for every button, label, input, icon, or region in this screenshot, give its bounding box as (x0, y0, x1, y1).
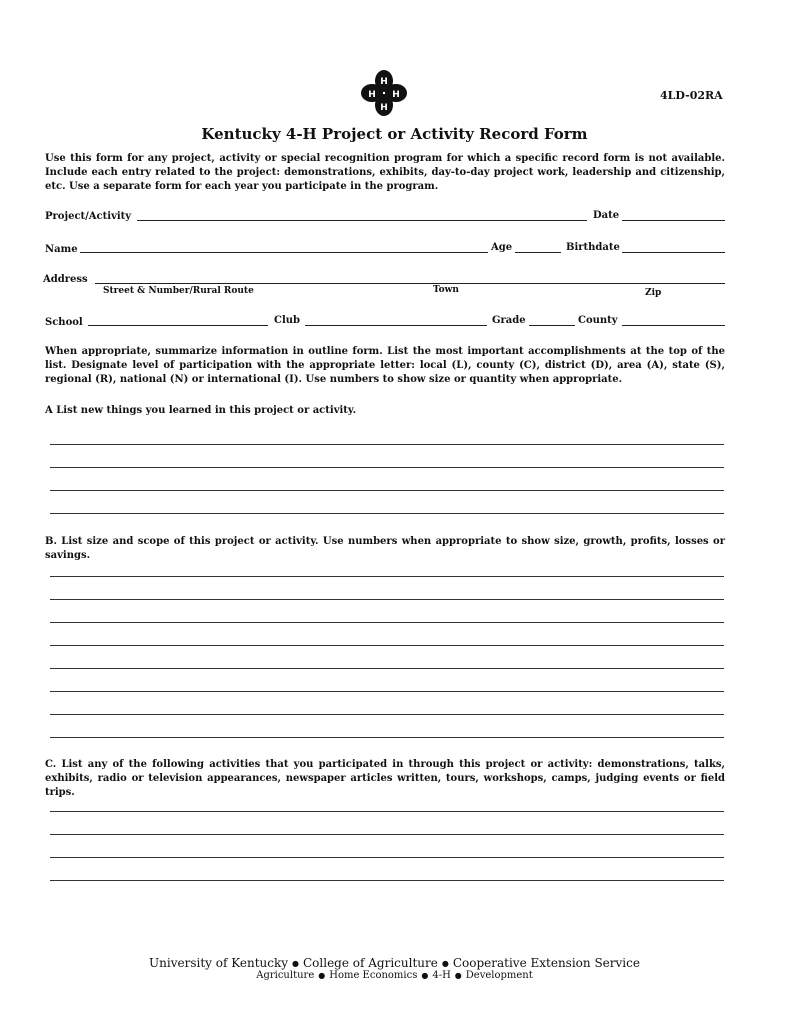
address-label: Address (43, 274, 88, 285)
section-b-line[interactable] (50, 576, 724, 577)
age-label: Age (491, 242, 513, 253)
section-b-line[interactable] (50, 599, 724, 600)
date-label: Date (593, 210, 620, 221)
section-a-line[interactable] (50, 467, 724, 468)
county-field[interactable] (622, 325, 725, 326)
footer-institution: University of Kentucky ● College of Agriculture ● Cooperative Extension Service (149, 956, 640, 970)
project-activity-label: Project/Activity (45, 211, 132, 222)
section-c-heading: C. List any of the following activities that you participated in through this project or activity: demonstrations, talks, exhibits, radio or television appearances, newspaper articles written, tours, workshops, camps, judging events or field trips. (45, 759, 725, 798)
section-b-heading: B. List size and scope of this project or activity. Use numbers when appropriate to show size, growth, profits, losses or savings. (45, 536, 725, 561)
svg-text:H: H (380, 103, 388, 113)
section-c-line[interactable] (50, 811, 724, 812)
grade-field[interactable] (529, 325, 575, 326)
age-field[interactable] (515, 252, 561, 253)
section-b-line[interactable] (50, 714, 724, 715)
date-field[interactable] (622, 220, 725, 221)
section-a-heading: A List new things you learned in this project or activity. (45, 405, 357, 416)
birthdate-label: Birthdate (566, 242, 620, 253)
intro-paragraph: Use this form for any project, activity or special recognition program for which a specific record form is not available. Include each entry related to the project: demonstrations, exhibits, day-to-day project work, leadership and citizenship, etc. Use a separate form for each year you participate in the program. (45, 153, 725, 192)
footer-programs: Agriculture ● Home Economics ● 4-H ● Development (256, 970, 533, 981)
svg-text:H: H (368, 90, 376, 100)
address-field[interactable] (95, 283, 725, 284)
section-a-line[interactable] (50, 490, 724, 491)
svg-text:H: H (380, 77, 388, 87)
birthdate-field[interactable] (622, 252, 725, 253)
name-field[interactable] (80, 252, 488, 253)
section-b-line[interactable] (50, 645, 724, 646)
name-label: Name (45, 244, 78, 255)
section-a-line[interactable] (50, 444, 724, 445)
page-title: Kentucky 4-H Project or Activity Record Form (201, 125, 588, 143)
club-label: Club (274, 315, 301, 326)
section-b-line[interactable] (50, 622, 724, 623)
form-code: 4LD-02RA (660, 89, 723, 102)
project-activity-field[interactable] (137, 220, 587, 221)
4h-clover-icon (360, 69, 408, 117)
school-label: School (45, 317, 83, 328)
street-sublabel: Street & Number/Rural Route (103, 286, 254, 296)
zip-sublabel: Zip (645, 288, 662, 298)
grade-label: Grade (492, 315, 526, 326)
section-b-line[interactable] (50, 737, 724, 738)
club-field[interactable] (305, 325, 487, 326)
county-label: County (578, 315, 618, 326)
section-b-line[interactable] (50, 668, 724, 669)
section-b-line[interactable] (50, 691, 724, 692)
svg-text:H: H (392, 90, 400, 100)
section-a-line[interactable] (50, 513, 724, 514)
section-c-line[interactable] (50, 834, 724, 835)
section-c-line[interactable] (50, 880, 724, 881)
section-c-line[interactable] (50, 857, 724, 858)
school-field[interactable] (88, 325, 268, 326)
instructions-paragraph: When appropriate, summarize information in outline form. List the most important accomplishments at the top of the list. Designate level of participation with the appropriate letter: local (L), county (C), district (D), area (A), state (S), regional (R), national (N) or international (I). Use numbers to show size or quantity when appropriate. (45, 346, 725, 385)
town-sublabel: Town (433, 285, 459, 295)
